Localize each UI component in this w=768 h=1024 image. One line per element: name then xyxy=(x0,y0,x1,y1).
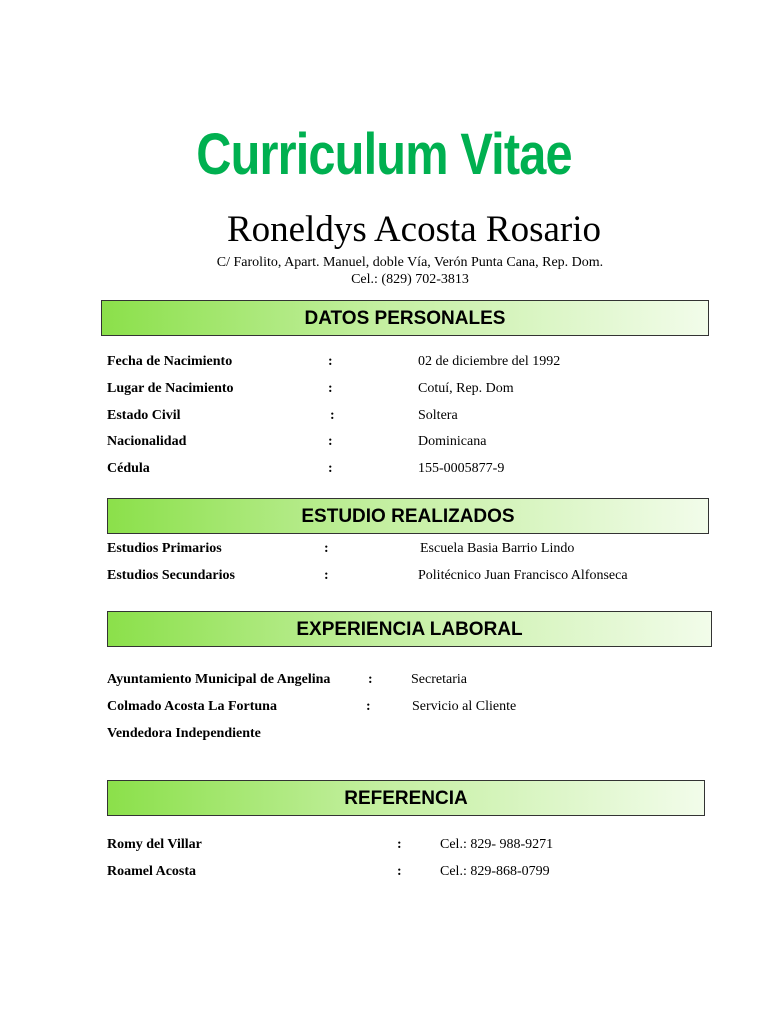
field-separator: : xyxy=(328,434,333,449)
section-heading-personal: DATOS PERSONALES xyxy=(101,300,709,336)
field-label: Lugar de Nacimiento xyxy=(107,381,234,396)
field-label: Vendedora Independiente xyxy=(107,726,261,741)
field-label: Ayuntamiento Municipal de Angelina xyxy=(107,672,331,687)
field-value: Dominicana xyxy=(418,434,487,449)
field-value: Politécnico Juan Francisco Alfonseca xyxy=(418,568,628,583)
candidate-name: Roneldys Acosta Rosario xyxy=(226,209,602,250)
field-separator: : xyxy=(397,837,402,852)
field-value: Cotuí, Rep. Dom xyxy=(418,381,514,396)
field-separator: : xyxy=(328,354,333,369)
page-title: Curriculum Vitae xyxy=(196,122,572,187)
field-label: Cédula xyxy=(107,461,150,476)
field-separator: : xyxy=(328,381,333,396)
field-separator: : xyxy=(330,408,335,423)
field-value: Escuela Basia Barrio Lindo xyxy=(420,541,575,556)
section-heading-experience: EXPERIENCIA LABORAL xyxy=(107,611,712,647)
field-value: Cel.: 829- 988-9271 xyxy=(440,837,554,852)
section-heading-studies: ESTUDIO REALIZADOS xyxy=(107,498,709,534)
field-value: Servicio al Cliente xyxy=(412,699,517,714)
field-label: Roamel Acosta xyxy=(107,864,197,879)
field-label: Nacionalidad xyxy=(107,434,187,449)
field-separator: : xyxy=(324,568,329,583)
phone-line: Cel.: (829) 702-3813 xyxy=(351,272,469,287)
address-line: C/ Farolito, Apart. Manuel, doble Vía, Verón Punta Cana, Rep. Dom. xyxy=(216,255,604,270)
field-value: Secretaria xyxy=(411,672,467,687)
field-separator: : xyxy=(328,461,333,476)
field-label: Estudios Secundarios xyxy=(107,568,235,583)
field-separator: : xyxy=(397,864,402,879)
field-value: Cel.: 829-868-0799 xyxy=(440,864,550,879)
field-label: Estado Civil xyxy=(107,408,181,423)
field-label: Romy del Villar xyxy=(107,837,202,852)
field-value: 02 de diciembre del 1992 xyxy=(418,354,561,369)
field-separator: : xyxy=(368,672,373,687)
field-separator: : xyxy=(366,699,371,714)
section-heading-references: REFERENCIA xyxy=(107,780,705,816)
field-separator: : xyxy=(324,541,329,556)
field-value: Soltera xyxy=(418,408,458,423)
field-label: Estudios Primarios xyxy=(107,541,222,556)
field-label: Fecha de Nacimiento xyxy=(107,354,233,369)
field-label: Colmado Acosta La Fortuna xyxy=(107,699,277,714)
field-value: 155-0005877-9 xyxy=(418,461,505,476)
